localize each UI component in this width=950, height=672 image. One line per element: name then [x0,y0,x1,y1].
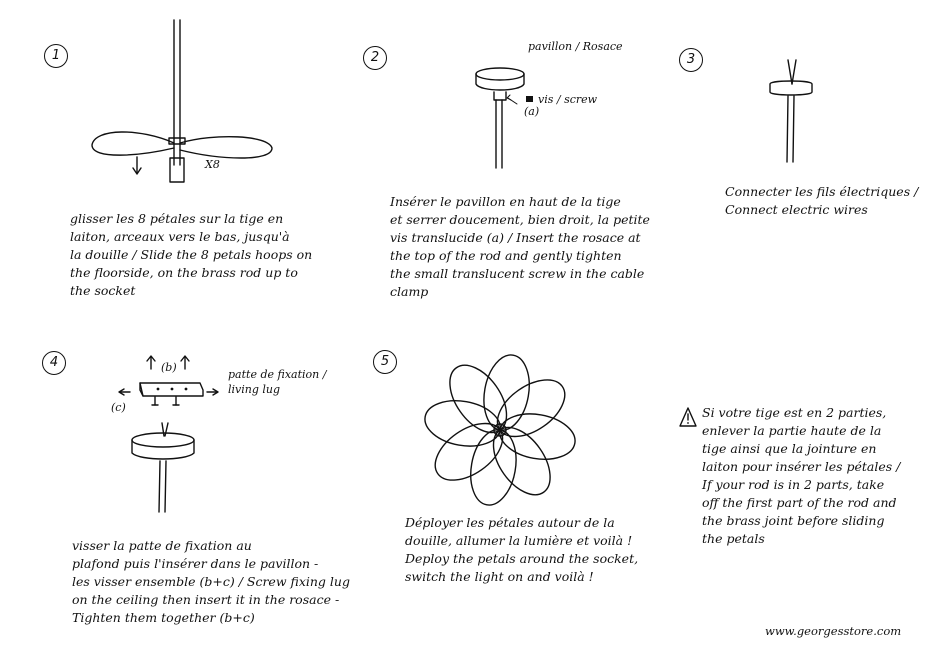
flower-petal [478,351,535,433]
step1-text: glisser les 8 pétales sur la tige en laiton, arceaux vers le bas, jusqu'à la douille / Slide the 8 petals hoops on the floorside, on the brass rod up to the socket [70,211,313,298]
flower-petal [421,395,503,452]
step2-screw-ref: (a) [524,105,540,118]
step3-text: Connecter les fils électriques / Connect electric wires [725,184,919,217]
step-number-2: 2 [363,46,387,70]
step-number-5: 5 [373,350,397,374]
step4-text: visser la patte de fixation au plafond puis l'insérer dans le pavillon - les visser ensemble (b+c) / Screw fixing lug on the ceiling then insert it in the rosace - Tighten them together (b+c) [72,538,350,625]
step4-b-label: (b) [161,361,177,374]
step2-part-label: pavillon / Rosace [528,40,623,53]
footer-website: www.georgesstore.com [765,624,902,638]
step4-lug-label: patte de fixation / living lug [228,368,327,396]
flower-petal [496,408,578,465]
warning-text: Si votre tige est en 2 parties, enlever la partie haute de la tige ainsi que la jointure en laiton pour insérer les pétales / If your rod is in 2 parts, take off the first part of the rod and the brass joint before sliding the petals [702,405,901,546]
step4-c-label: (c) [111,401,126,414]
step2-screw-label: vis / screw [538,93,598,106]
step-number-3: 3 [679,48,703,72]
warning-triangle-icon [680,408,696,426]
step1-count-label: X8 [205,158,220,171]
step-number-4: 4 [42,351,66,375]
step1-illustration [92,20,272,182]
step4-illustration [119,356,218,512]
step5-flower-illustration [421,351,578,508]
flower-petal [465,426,522,508]
step5-text: Déployer les pétales autour de la douille, allumer la lumière et voilà ! Deploy the petals around the socket, switch the light on and voilà ! [405,515,639,584]
step2-text: Insérer le pavillon en haut de la tige et serrer doucement, bien droit, la petite vis translucide (a) / Insert the rosace at the top of the rod and gently tighten the small translucent screw in the cable clamp [390,194,650,299]
step3-illustration [770,60,812,162]
step2-illustration [476,68,533,168]
step-number-1: 1 [44,44,68,68]
